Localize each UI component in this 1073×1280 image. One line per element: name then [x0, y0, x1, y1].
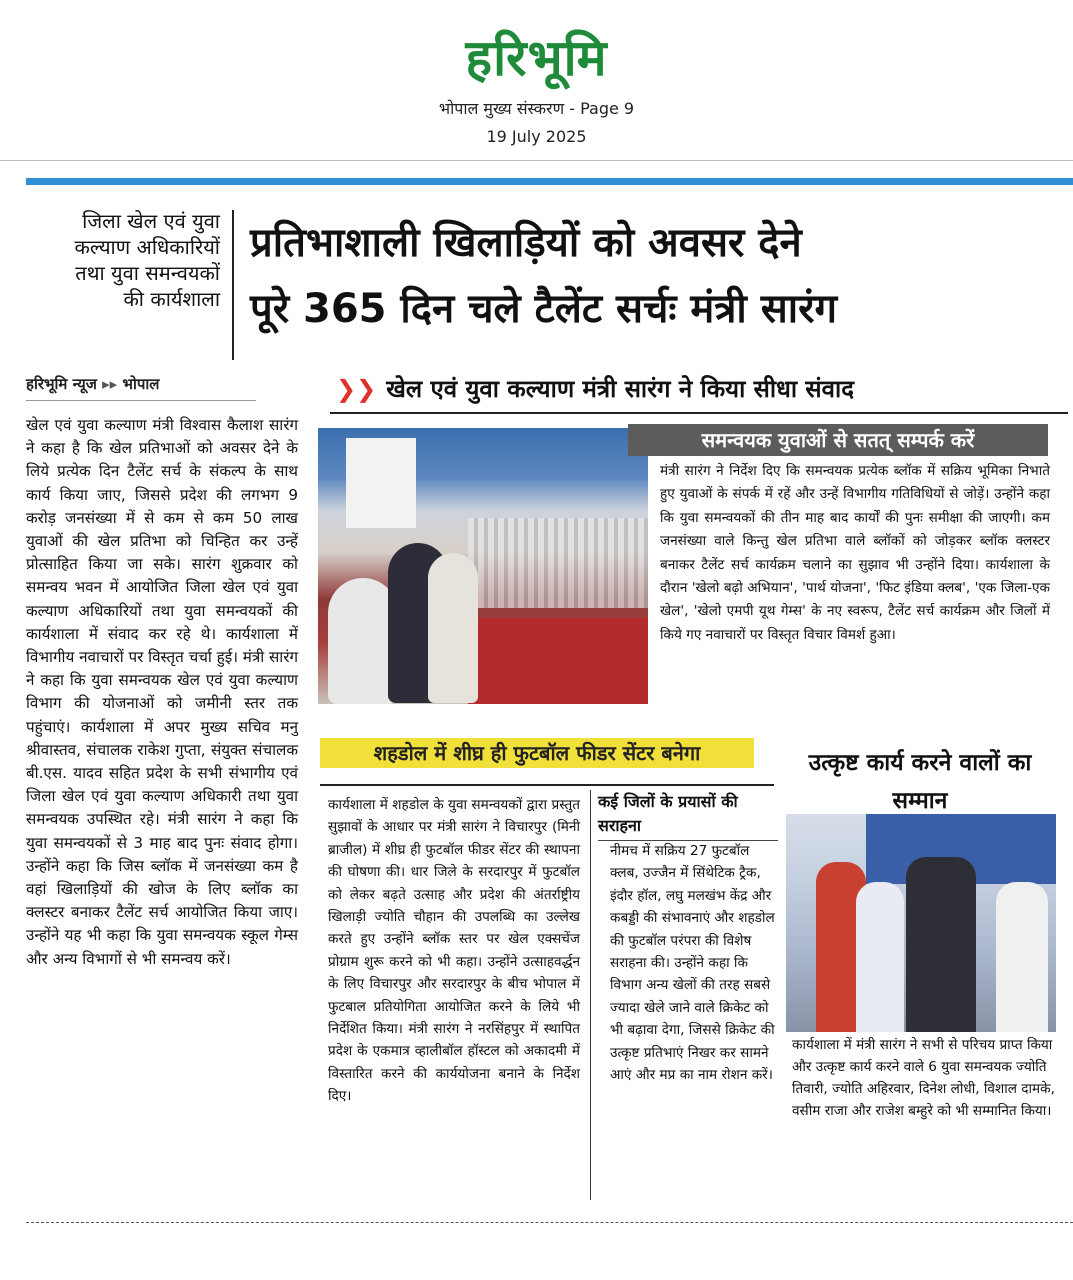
subhead-divider	[330, 412, 1068, 414]
box-body-coordinators: मंत्री सारंग ने निर्देश दिए कि समन्वयक प्रत्येक ब्लॉक में सक्रिय भूमिका निभाते हुए युवाओं के संपर्क में रहें और उन्हें विभागीय गतिविधियों से जोड़ें। उन्होंने कहा कि युवा समन्वयकों की तीन माह बाद कार्यों की पुनः समीक्षा की जाएगी। कम जनसंख्या वाले किन्तु खेल प्रतिभा वाले ब्लॉकों को जोड़कर ब्लॉक क्लस्टर बनाकर टैलेंट सर्च कार्यक्रम चलाने का सुझाव भी उन्होंने दिया। कार्यशाला के दौरान 'खेलो बढ़ो अभियान', 'पार्थ योजना', 'फिट इंडिया क्लब', 'एक जिला-एक खेल', 'खेलो एमपी यूथ गेम्स' के नए स्वरूप, टैलेंट सर्च कार्यक्रम और जिलों में किये गए नवाचारों पर विस्तृत विचार विमर्श हुआ।	[660, 463, 1050, 643]
edition-label: भोपाल मुख्य संस्करण - Page 9	[438, 99, 635, 118]
kicker-line: कल्याण अधिकारियों	[74, 235, 220, 259]
page-bottom-divider	[26, 1222, 1073, 1223]
honor-photo	[786, 814, 1056, 1032]
box-heading-districts: कई जिलों के प्रयासों की सराहना	[598, 792, 738, 835]
workshop-photo	[318, 428, 648, 704]
kicker-line: की कार्यशाला	[123, 287, 220, 311]
kicker-line: तथा युवा समन्वयकों	[75, 261, 220, 285]
page-color-bar	[26, 178, 1073, 185]
article-subhead	[336, 372, 1066, 405]
box-heading-coordinators: समन्वयक युवाओं से सतत् सम्पर्क करें	[628, 424, 1048, 456]
shahdol-divider	[320, 784, 774, 786]
double-chevron-icon: ❯❯	[336, 375, 377, 403]
byline-arrow-icon: ▸▸	[102, 375, 118, 393]
box-heading-shahdol: शहडोल में शीघ्र ही फुटबॉल फीडर सेंटर बनेगा	[320, 738, 754, 768]
box-body-shahdol: कार्यशाला में शहडोल के युवा समन्वयकों द्वारा प्रस्तुत सुझावों के आधार पर मंत्री सारंग ने विचारपुर (मिनी ब्राजील) में शीघ्र ही फुटबॉल फीडर सेंटर की स्थापना की घोषणा की। धार जिले के सरदारपुर में फुटबॉल को लेकर बढ़ते उत्साह और प्रदेश की अंतर्राष्ट्रीय खिलाड़ी ज्योति चौहान की उपलब्धि का उल्लेख करते हुए उन्होंने ब्लॉक स्तर पर खेल एक्सचेंज प्रोग्राम शुरू करने को भी कहा। उन्होंने उत्साहवर्द्धन के लिए विचारपुर और सरदारपुर के बीच भोपाल में फुटबाल प्रतियोगिता आयोजित करने के लिये भी निर्देशित किया। मंत्री सारंग ने नरसिंहपुर में स्थापित प्रदेश के एकमात्र व्हालीबॉल हॉस्टल को अकादमी में विस्तारित करने की कार्ययोजना बनाने के निर्देश दिए।	[328, 797, 580, 1105]
subhead-text: खेल एवं युवा कल्याण मंत्री सारंग ने किया सीधा संवाद	[386, 375, 854, 403]
masthead-divider	[0, 160, 1073, 161]
article-body-main: खेल एवं युवा कल्याण मंत्री विश्वास कैलाश सारंग ने कहा है कि खेल प्रतिभाओं को अवसर देने के लिये प्रत्येक दिन टैलेंट सर्च के संकल्प के साथ कार्य किया जाए, जिससे प्रदेश की लगभग 9 करोड़ जनसंख्या में से कम से कम 50 लाख युवाओं की खेल प्रतिभा को चिन्हित कर उन्हें प्रोत्साहित किया जा सके। सारंग शुक्रवार को समन्वय भवन में आयोजित जिला खेल एवं युवा कल्याण अधिकारियों तथा युवा समन्वयकों की कार्यशाला में संवाद कर रहे थे। कार्यशाला में विभागीय नवाचारों पर विस्तृत चर्चा हुई। मंत्री सारंग ने कहा कि युवा समन्वयक खेल एवं युवा कल्याण विभाग की योजनाओं को जमीनी स्तर तक पहुंचाएं। कार्यशाला में अपर मुख्य सचिव मनु श्रीवास्तव, संचालक राकेश गुप्ता, संयुक्त संचालक बी.एस. यादव सहित प्रदेश के सभी संभागीय एवं जिला खेल एवं युवा कल्याण अधिकारी तथा युवा समन्वयक उपस्थित रहे। मंत्री सारंग ने कहा कि युवा समन्वयकों से 3 माह बाद पुनः संवाद होगा। उन्होंने कहा कि जिस ब्लॉक में जनसंख्या कम है वहां खिलाड़ियों की खोज के लिए ब्लॉक का क्लस्टर बनाकर टैलेंट सर्च आयोजित किया जाए। उन्होंने यह भी कहा कि युवा समन्वयक स्कूल गेम्स और अन्य विभागों से भी समन्वय करें।	[26, 416, 298, 968]
headline-line: पूरे 365 दिन चले टैलेंट सर्चः मंत्री सारंग	[250, 286, 837, 332]
edition-date: 19 July 2025	[486, 127, 587, 146]
box-heading-honor: उत्कृष्ट कार्य करने वालों का सम्मान	[808, 750, 1032, 814]
byline-city: भोपाल	[122, 375, 160, 393]
article-kicker	[24, 208, 220, 312]
kicker-divider	[232, 210, 234, 360]
headline-line: प्रतिभाशाली खिलाड़ियों को अवसर देने	[250, 220, 802, 266]
column-divider	[590, 790, 591, 1200]
newspaper-logo: हरिभूमि	[465, 29, 608, 87]
honor-photo-caption: कार्यशाला में मंत्री सारंग ने सभी से परिचय प्राप्त किया और उत्कृष्ट कार्य करने वाले 6 युवा समन्वयक ज्योति तिवारी, ज्योति अहिरवार, दिनेश लोधी, विशाल दामके, वसीम राजा और राजेश बम्हुरे को भी सम्मानित किया।	[792, 1037, 1055, 1119]
article-headline	[250, 210, 1062, 342]
article-byline	[26, 374, 256, 401]
masthead	[0, 0, 1073, 160]
box-body-districts: नीमच में सक्रिय 27 फुटबॉल क्लब, उज्जैन में सिंथेटिक ट्रैक, इंदौर हॉल, लघु मलखंभ केंद्र और कबड्डी की संभावनाएं और शहडोल की फुटबॉल परंपरा की विशेष सराहना की। उन्होंने कहा कि विभाग अन्य खेलों की तरह सबसे ज्यादा खेले जाने वाले क्रिकेट को भी बढ़ावा देगा, जिससे क्रिकेट की उत्कृष्ट प्रतिभाएं निखर कर सामने आएं और मप्र का नाम रोशन करें।	[610, 843, 775, 1084]
kicker-line: जिला खेल एवं युवा	[82, 209, 220, 233]
byline-source: हरिभूमि न्यूज	[26, 375, 97, 393]
